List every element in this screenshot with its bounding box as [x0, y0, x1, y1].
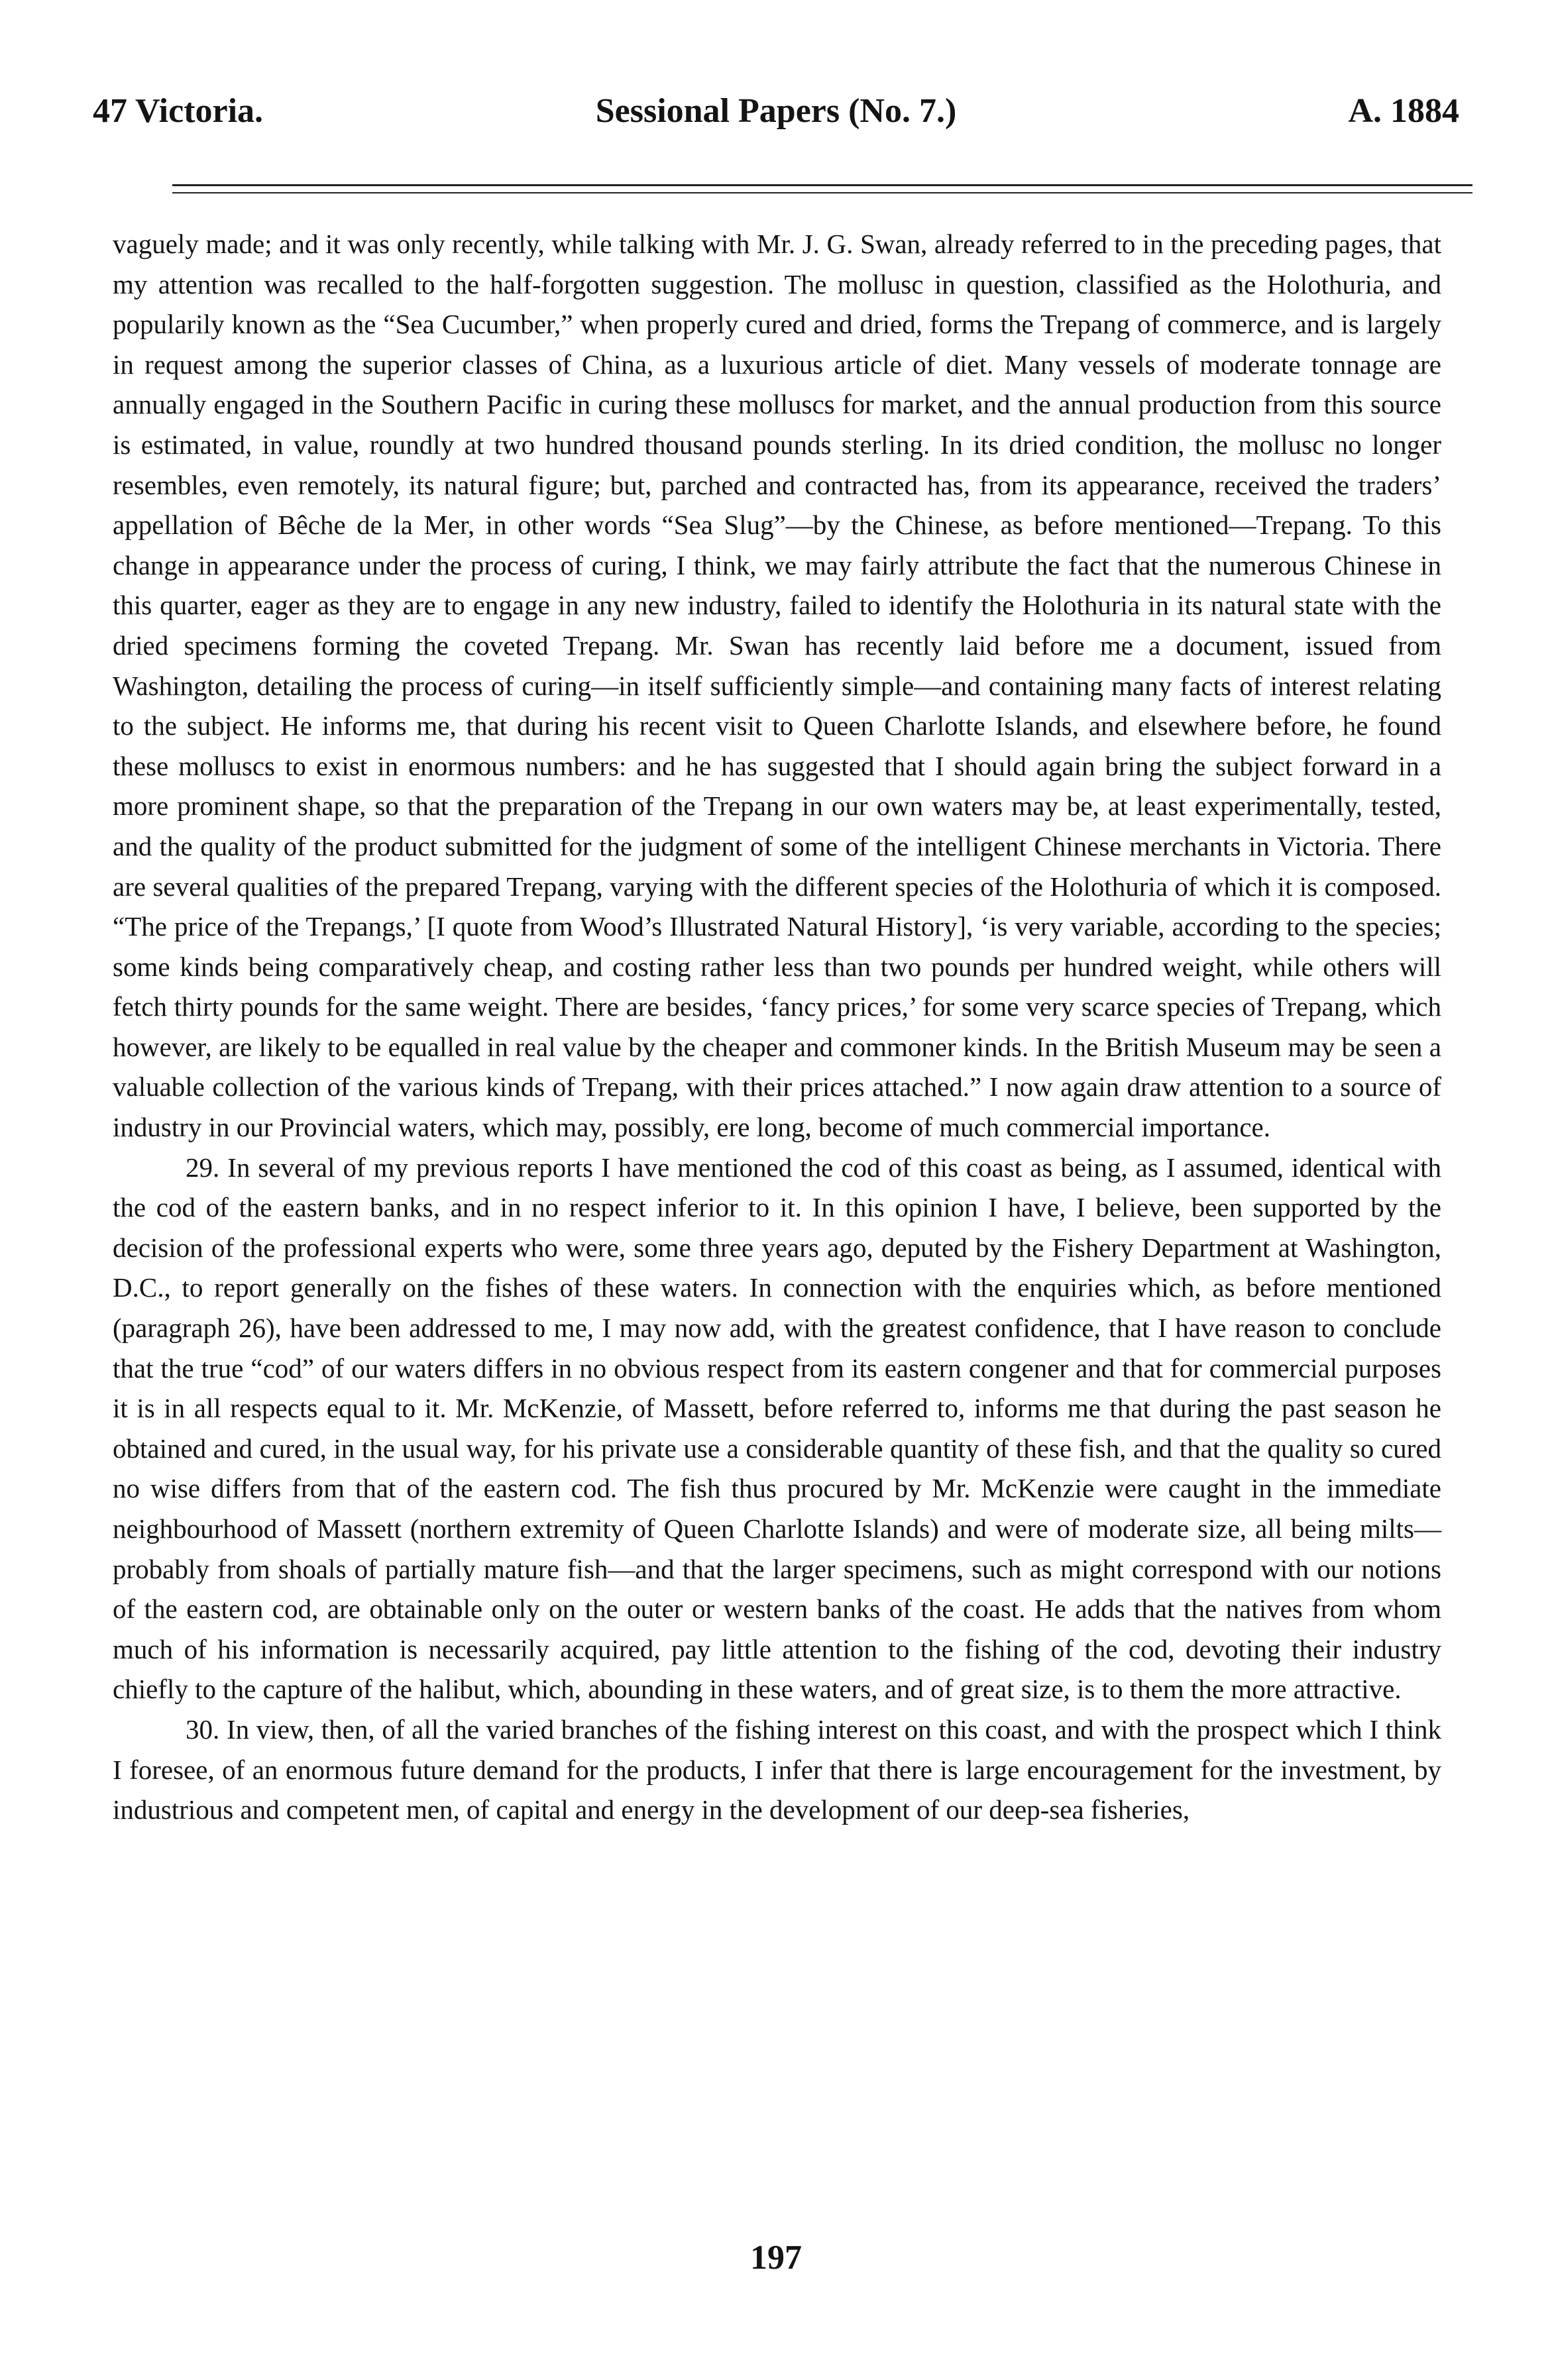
- header-rule-thin: [172, 192, 1472, 193]
- header-year: A. 1884: [1348, 92, 1459, 130]
- paragraph-continued: vaguely made; and it was only recently, while talking with Mr. J. G. Swan, already referred to in the preceding pages, that my attention was recalled to the half-forgotten suggestion. The mollusc in question, classified as the Holothuria, and popularily known as the “Sea Cucumber,” when properly cured and dried, forms the Trepang of commerce, and is largely in request among the superior classes of China, as a luxurious article of diet. Many vessels of moderate tonnage are annually engaged in the Southern Pacific in curing these molluscs for market, and the annual production from this source is estimated, in value, roundly at two hundred thousand pounds sterling. In its dried condition, the mollusc no longer resembles, even remotely, its natural figure; but, parched and contracted has, from its appearance, received the traders’ appellation of Bêche de la Mer, in other words “Sea Slug”—by the Chinese, as before mentioned—Trepang. To this change in appearance under the process of curing, I think, we may fairly attribute the fact that the numerous Chinese in this quarter, eager as they are to engage in any new industry, failed to identify the Holothuria in its natural state with the dried specimens forming the coveted Trepang. Mr. Swan has recently laid before me a document, issued from Washington, detailing the process of curing—in itself sufficiently simple—and containing many facts of interest relating to the subject. He informs me, that during his recent visit to Queen Charlotte Islands, and elsewhere before, he found these molluscs to exist in enormous numbers: and he has suggested that I should again bring the subject forward in a more prominent shape, so that the preparation of the Trepang in our own waters may be, at least experimentally, tested, and the quality of the product submitted for the judgment of some of the intelligent Chinese merchants in Victoria. There are several qualities of the prepared Trepang, varying with the different species of the Holothuria of which it is composed. “The price of the Trepangs,’ [I quote from Wood’s Illustrated Natural History], ‘is very variable, according to the species; some kinds being comparatively cheap, and costing rather less than two pounds per hundred weight, while others will fetch thirty pounds for the same weight. There are besides, ‘fancy prices,’ for some very scarce species of Trepang, which however, are likely to be equalled in real value by the cheaper and commoner kinds. In the British Museum may be seen a valuable collection of the various kinds of Trepang, with their prices attached.” I now again draw attention to a source of industry in our Provincial waters, which may, possibly, ere long, become of much commercial importance.: [113, 229, 1441, 1143]
- paragraph-30: 30. In view, then, of all the varied branches of the fishing interest on this coast, and with the prospect which I think I foresee, of an enormous future demand for the products, I infer that there is large encouragement for the investment, by industrious and competent men, of capital and energy in the development of our deep-sea fisheries,: [113, 1713, 1441, 1825]
- page-number: 197: [750, 2239, 802, 2277]
- paragraph-29: 29. In several of my previous reports I have mentioned the cod of this coast as being, as I assumed, identical with the cod of the eastern banks, and in no respect inferior to it. In this opinion I have, I believe, been supported by the decision of the professional experts who were, some three years ago, deputed by the Fishery Department at Washington, D.C., to report generally on the fishes of these waters. In connection with the enquiries which, as before mentioned (paragraph 26), have been addressed to me, I may now add, with the greatest confidence, that I have reason to conclude that the true “cod” of our waters differs in no obvious respect from its eastern congener and that for commercial purposes it is in all respects equal to it. Mr. McKenzie, of Massett, before referred to, informs me that during the past season he obtained and cured, in the usual way, for his private use a considerable quantity of these fish, and that the quality so cured no wise differs from that of the eastern cod. The fish thus procured by Mr. McKenzie were caught in the immediate neighbourhood of Massett (northern extremity of Queen Charlotte Islands) and were of moderate size, all being milts—probably from shoals of partially mature fish—and that the larger specimens, such as might correspond with our notions of the eastern cod, are obtainable only on the outer or western banks of the coast. He adds that the natives from whom much of his information is necessarily acquired, pay little attention to the fishing of the cod, devoting their industry chiefly to the capture of the halibut, which, abounding in these waters, and of great size, is to them the more attractive.: [113, 1152, 1441, 1705]
- page-header: [93, 91, 1459, 144]
- header-rule-thick: [172, 184, 1472, 186]
- header-title: Sessional Papers (No. 7.): [595, 92, 957, 130]
- header-volume: 47 Victoria.: [93, 92, 264, 130]
- body-text: [113, 224, 1441, 1830]
